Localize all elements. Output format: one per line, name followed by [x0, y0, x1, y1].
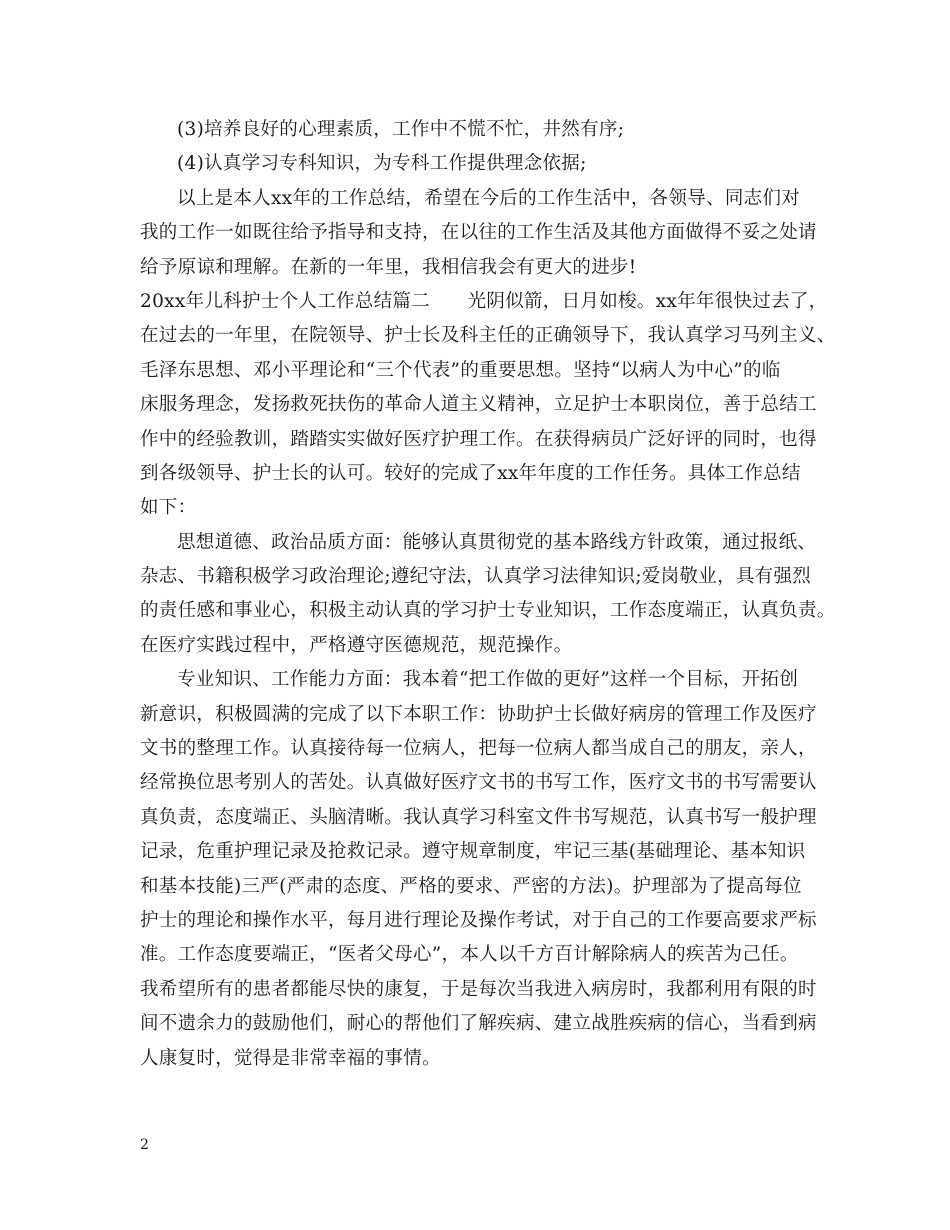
text-line: 作中的经验教训，踏踏实实做好医疗护理工作。在获得病员广泛好评的同时，也得: [140, 428, 817, 450]
text-line: 到各级领导、护士长的认可。较好的完成了xx年年度的工作任务。具体工作总结: [140, 462, 801, 484]
text-line: 记录，危重护理记录及抢救记录。遵守规章制度，牢记三基(基础理论、基本知识: [140, 841, 806, 863]
text-line: 给予原谅和理解。在新的一年里，我相信我会有更大的进步!: [140, 256, 637, 278]
text-line: 文书的整理工作。认真接待每一位病人，把每一位病人都当成自己的朋友，亲人，: [140, 738, 817, 760]
text-line: 新意识，积极圆满的完成了以下本职工作：协助护士长做好病房的管理工作及医疗: [140, 703, 817, 725]
text-line: (4)认真学习专科知识，为专科工作提供理念依据;: [177, 153, 587, 175]
text-line: 经常换位思考别人的苦处。认真做好医疗文书的书写工作，医疗文书的书写需要认: [140, 772, 817, 794]
text-line: 如下：: [140, 497, 197, 519]
page-number: 2: [140, 1137, 149, 1153]
text-line: 思想道德、政治品质方面：能够认真贯彻党的基本路线方针政策，通过报纸、: [177, 531, 817, 553]
document-body: [140, 113, 836, 1076]
text-line: 间不遗余力的鼓励他们，耐心的帮他们了解疾病、建立战胜疾病的信心，当看到病: [140, 1013, 817, 1035]
text-line: 专业知识、工作能力方面：我本着“把工作做的更好”这样一个目标，开拓创: [177, 669, 799, 691]
text-line: 毛泽东思想、邓小平理论和“三个代表”的重要思想。坚持“以病人为中心”的临: [140, 359, 781, 381]
text-line: 床服务理念，发扬救死扶伤的革命人道主义精神，立足护士本职岗位，善于总结工: [140, 394, 817, 416]
text-line: 以上是本人xx年的工作总结，希望在今后的工作生活中，各领导、同志们对: [177, 187, 801, 209]
text-line: 的责任感和事业心，积极主动认真的学习护士专业知识，工作态度端正，认真负责。: [140, 600, 836, 622]
text-line: 在过去的一年里，在院领导、护士长及科主任的正确领导下，我认真学习马列主义、: [140, 325, 836, 347]
text-line: 在医疗实践过程中，严格遵守医德规范，规范操作。: [140, 634, 573, 656]
text-line: 护士的理论和操作水平，每月进行理论及操作考试，对于自己的工作要高要求严标: [140, 909, 817, 931]
text-line: 准。工作态度要端正，“医者父母心”，本人以千方百计解除病人的疾苦为己任。: [140, 944, 799, 966]
text-line: 我希望所有的患者都能尽快的康复，于是每次当我进入病房时，我都利用有限的时: [140, 978, 817, 1000]
text-line: (3)培养良好的心理素质，工作中不慌不忙，井然有序;: [177, 119, 625, 140]
text-line: 20xx年儿科护士个人工作总结篇二 光阴似箭，日月如梭。xx年年很快过去了，: [140, 290, 828, 312]
text-line: 我的工作一如既往给予指导和支持，在以往的工作生活及其他方面做得不妥之处请: [140, 222, 817, 244]
text-line: 杂志、书籍积极学习政治理论;遵纪守法，认真学习法律知识;爱岗敬业，具有强烈: [140, 566, 812, 588]
text-line: 人康复时，觉得是非常幸福的事情。: [140, 1047, 441, 1069]
text-line: 真负责，态度端正、头脑清晰。我认真学习科室文件书写规范，认真书写一般护理: [140, 806, 817, 828]
text-line: 和基本技能)三严(严肃的态度、严格的要求、严密的方法)。护理部为了提高每位: [140, 875, 802, 897]
